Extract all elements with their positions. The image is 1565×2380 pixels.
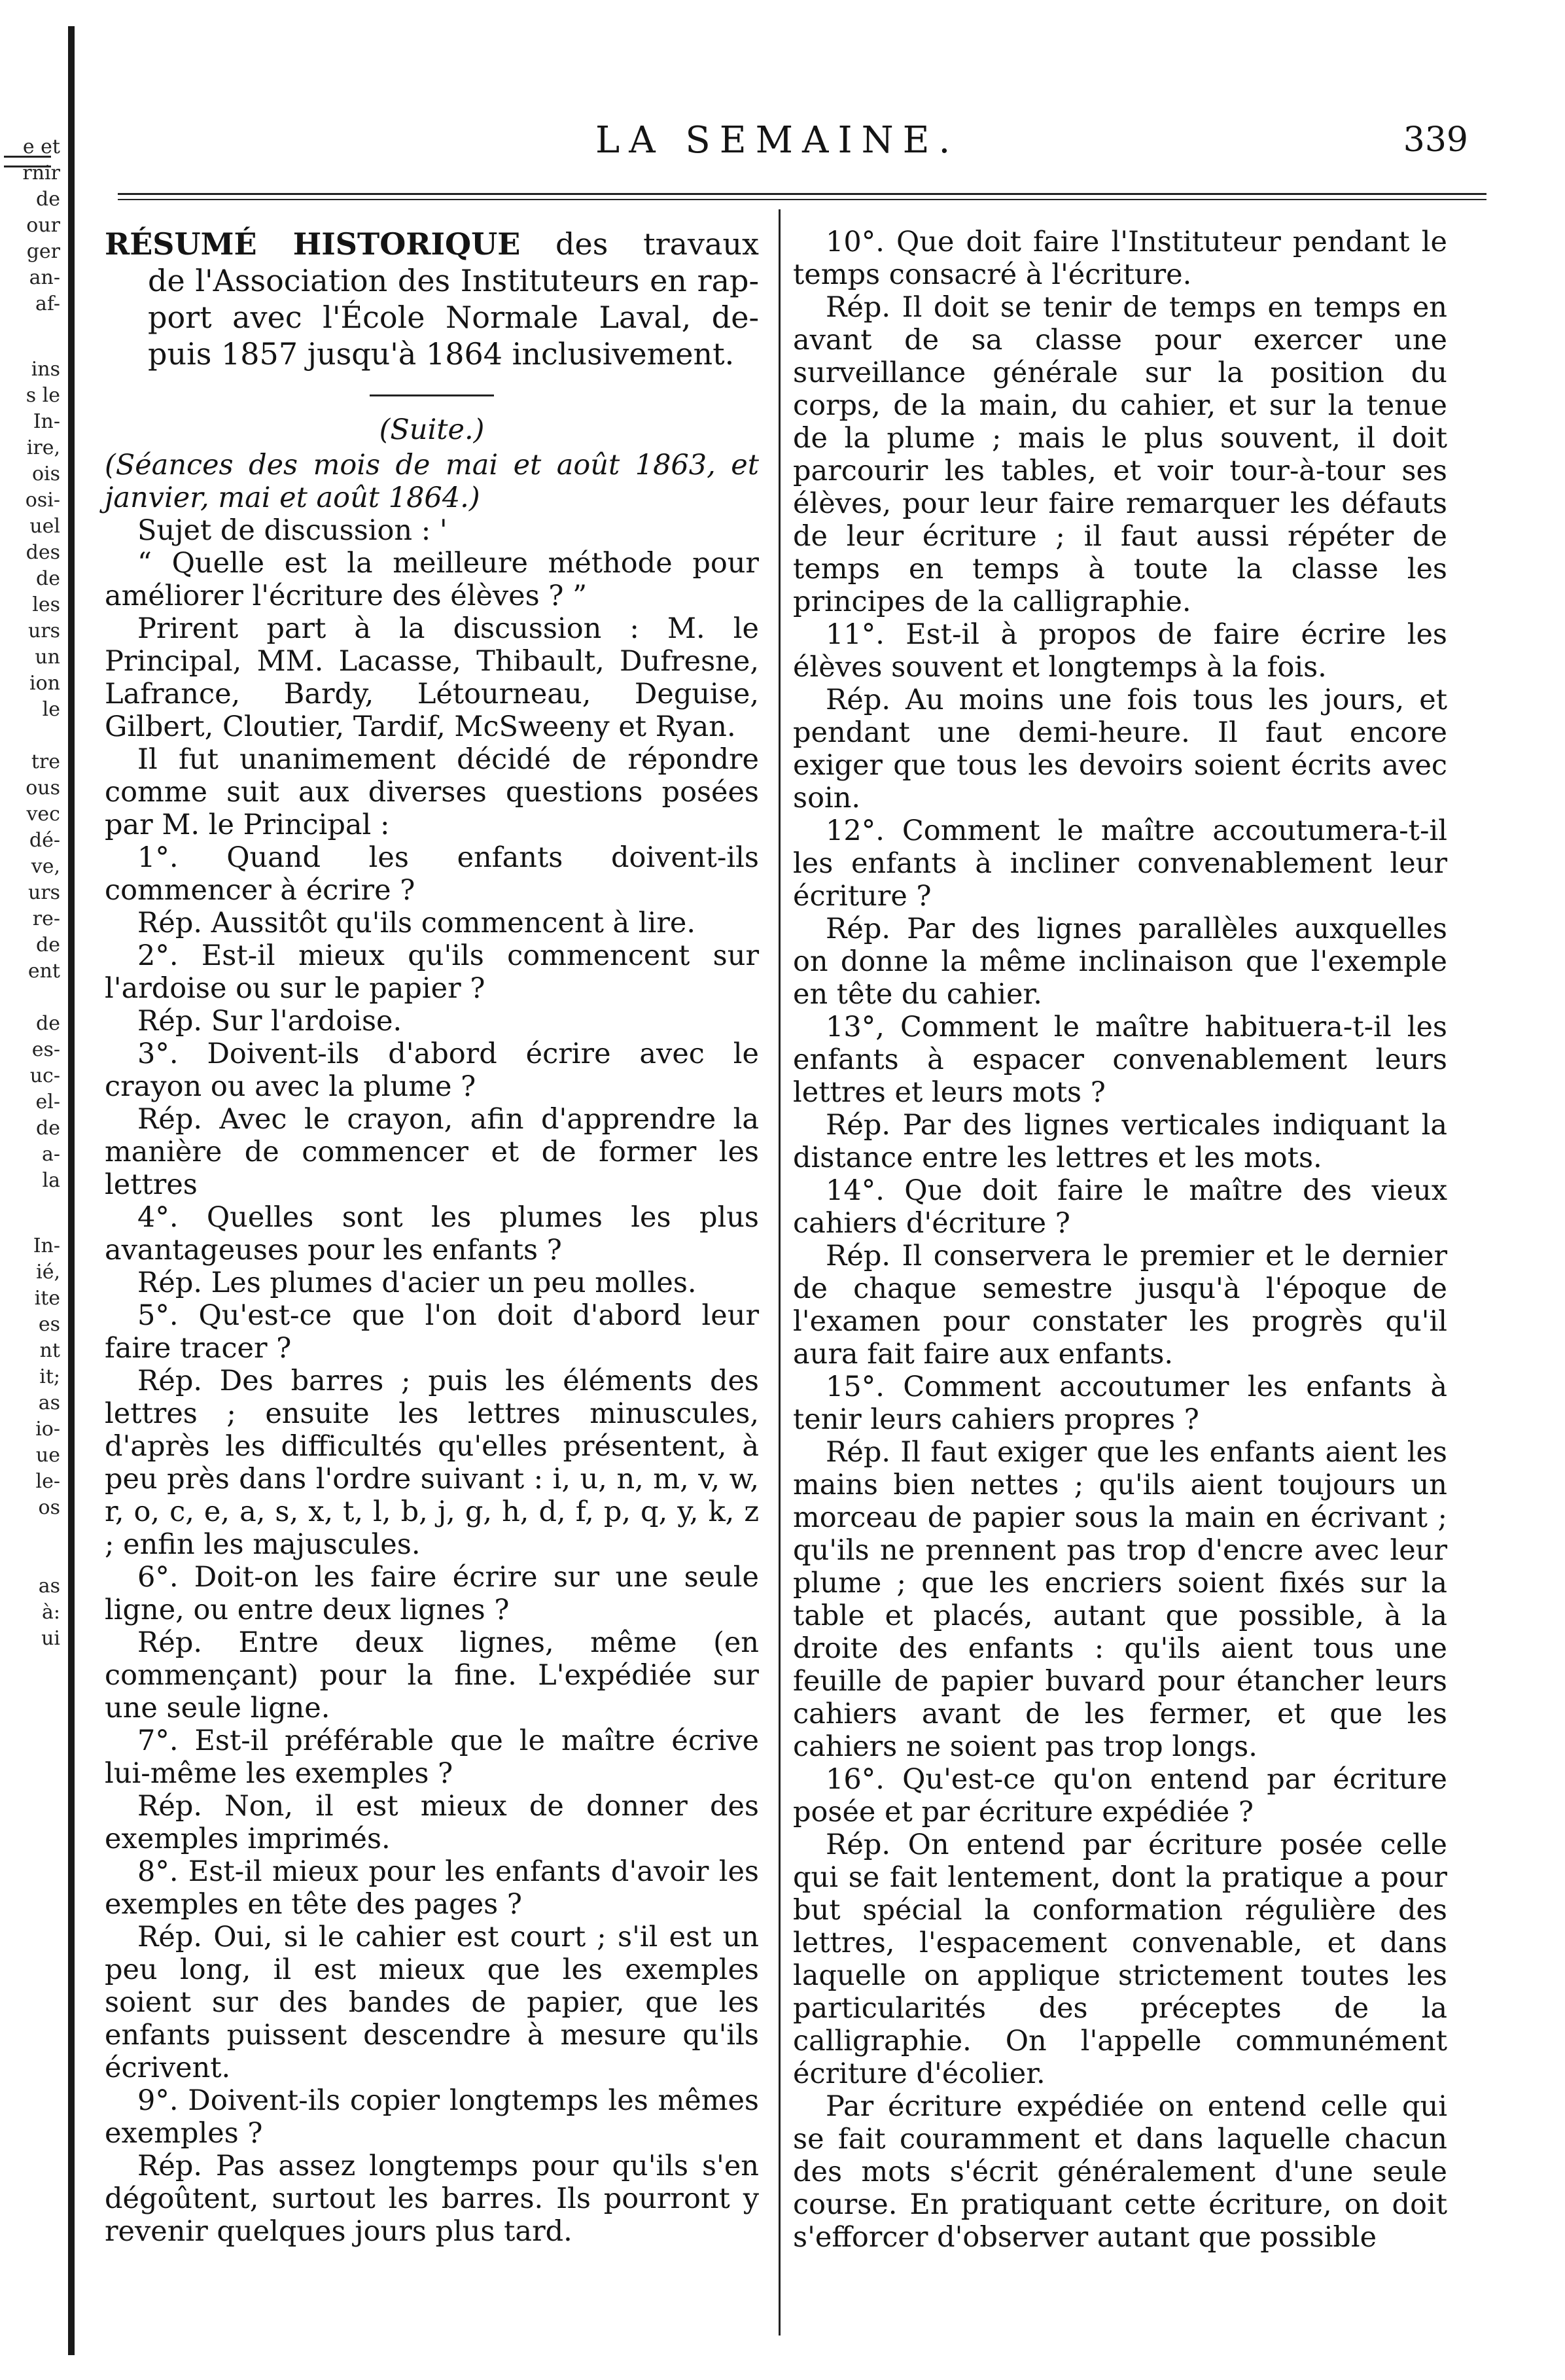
paragraph: Rép. Oui, si le cahier est court ; s'il est un peu long, il est mieux que les exemples soient sur des bandes de papier, que les enfants puissent descendre à mesure qu'ils écrivent.	[105, 1921, 759, 2084]
paragraph: Rép. Entre deux lignes, même (en commençant) pour la fine. L'expédiée sur une seule ligne.	[105, 1626, 759, 1724]
margin-fragment: ve,	[31, 855, 60, 878]
margin-fragment: dé-	[29, 829, 60, 852]
session-dates: (Séances des mois de mai et août 1863, et janvier, mai et août 1864.)	[105, 449, 759, 514]
right-column	[793, 226, 1447, 2254]
paragraph: 3°. Doivent-ils d'abord écrire avec le crayon ou avec la plume ?	[105, 1038, 759, 1103]
margin-fragment: de	[36, 567, 60, 590]
paragraph: Rép. Il conservera le premier et le dernier de chaque semestre jusqu'à l'époque de l'examen pour constater les progrès qu'il aura fait faire aux enfants.	[793, 1240, 1447, 1371]
paragraph: 1°. Quand les enfants doivent-ils commencer à écrire ?	[105, 841, 759, 907]
margin-fragment: à:	[42, 1601, 60, 1624]
margin-fragment: a-	[41, 1143, 60, 1166]
left-column	[105, 226, 759, 2248]
margin-fragment: nt	[39, 1339, 60, 1362]
paragraph: Rép. Il doit se tenir de temps en temps en avant de sa classe pour exercer une surveillance générale sur la position du corps, de la main, du cahier, et sur la tenue de la plume ; mais le plus souvent, il doit parcourir les tables, et voir tour-à-tour ses élèves, pour leur faire remarquer les défauts de leur écriture ; il faut aussi répéter de temps en temps à toute la classe les principes de la calligraphie.	[793, 291, 1447, 618]
margin-fragment: le	[42, 698, 60, 721]
paragraph: 16°. Qu'est-ce qu'on entend par écriture posée et par écriture expédiée ?	[793, 1763, 1447, 1829]
paragraph: Rép. Au moins une fois tous les jours, et pendant une demi-heure. Il faut encore exiger que tous les devoirs soient écrits avec soin.	[793, 684, 1447, 814]
title-bold: RÉSUMÉ HISTORIQUE	[105, 226, 521, 262]
margin-fragment: as	[38, 1575, 60, 1598]
paragraph: Rép. On entend par écriture posée celle qui se fait lentement, dont la pratique a pour but spécial la conformation régulière des lettres, l'espacement convenable, et dans laquelle on applique strictement toutes les particularités des préceptes de la calligraphie. On l'appelle communément écriture d'écolier.	[793, 1829, 1447, 2090]
right-paragraphs	[793, 226, 1447, 2254]
paragraph: Rép. Par des lignes parallèles auxquelles on donne la même inclinaison que l'exemple en tête du cahier.	[793, 913, 1447, 1011]
page-number: 339	[1403, 120, 1468, 160]
binding-gutter	[68, 26, 75, 2355]
margin-fragment: ite	[34, 1287, 60, 1310]
margin-fragment: ue	[35, 1444, 60, 1467]
margin-fragment: les	[32, 593, 60, 616]
paragraph: Par écriture expédiée on entend celle qui se fait couramment et dans laquelle chacun des mots s'écrit généralement d'une seule course. En pratiquant cette écriture, on doit s'efforcer d'observer autant que possible	[793, 2090, 1447, 2254]
margin-fragment: ois	[31, 463, 60, 485]
margin-fragment: an-	[29, 266, 60, 289]
paragraph: Prirent part à la discussion : M. le Principal, MM. Lacasse, Thibault, Dufresne, Lafrance, Bardy, Létourneau, Deguise, Gilbert, Cloutier, Tardif, McSweeny et Ryan.	[105, 612, 759, 743]
margin-fragment: ion	[29, 672, 60, 695]
margin-fragment: ous	[26, 777, 60, 799]
facing-page-margin	[0, 134, 63, 2345]
paragraph: 4°. Quelles sont les plumes les plus avantageuses pour les enfants ?	[105, 1201, 759, 1267]
paragraph: 7°. Est-il préférable que le maître écrive lui-même les exemples ?	[105, 1724, 759, 1790]
paragraph: 8°. Est-il mieux pour les enfants d'avoir les exemples en tête des pages ?	[105, 1855, 759, 1921]
paragraph: Rép. Des barres ; puis les éléments des lettres ; ensuite les lettres minuscules, d'après les difficultés qu'elles présentent, à peu près dans l'ordre suivant : i, u, n, m, v, w, r, o, c, e, a, s, x, t, l, b, j, g, h, d, f, p, q, y, k, z ; enfin les majuscules.	[105, 1365, 759, 1561]
margin-fragment: es	[38, 1313, 60, 1336]
margin-fragment: ent	[27, 960, 60, 983]
margin-fragment: af-	[35, 292, 60, 315]
margin-rule	[4, 156, 51, 167]
margin-fragment: uel	[29, 515, 60, 538]
title-rest: des travaux	[520, 226, 759, 262]
margin-fragment: In-	[33, 1234, 60, 1257]
margin-fragment: de	[36, 1012, 60, 1035]
margin-fragment: de	[36, 188, 60, 211]
margin-fragment: rnir	[22, 162, 60, 184]
paragraph: 5°. Qu'est-ce que l'on doit d'abord leur faire tracer ?	[105, 1299, 759, 1365]
margin-fragment: de	[36, 1117, 60, 1140]
running-title: LA SEMAINE.	[595, 119, 960, 162]
header-rule	[118, 193, 1486, 195]
margin-fragment: osi-	[25, 489, 60, 512]
margin-fragment: urs	[27, 881, 60, 904]
margin-fragment: es-	[31, 1038, 60, 1061]
margin-fragment: tre	[31, 750, 60, 773]
margin-fragment: ire,	[26, 436, 60, 459]
paragraph: 12°. Comment le maître accoutumera-t-il les enfants à incliner convenablement leur écriture ?	[793, 814, 1447, 913]
margin-fragment: os	[38, 1496, 60, 1519]
paragraph: 11°. Est-il à propos de faire écrire les élèves souvent et longtemps à la fois.	[793, 618, 1447, 684]
paragraph: Rép. Aussitôt qu'ils commencent à lire.	[137, 907, 696, 939]
margin-fragment: le-	[35, 1470, 60, 1493]
margin-fragment: vec	[26, 803, 60, 826]
paragraph: 2°. Est-il mieux qu'ils commencent sur l'ardoise ou sur le papier ?	[105, 939, 759, 1005]
suite-label: (Suite.)	[379, 413, 485, 446]
paragraph: 6°. Doit-on les faire écrire sur une seule ligne, ou entre deux lignes ?	[105, 1561, 759, 1626]
paragraph: Rép. Il faut exiger que les enfants aient les mains bien nettes ; qu'ils aient toujours un morceau de papier sous la main en écrivant ; qu'ils ne prennent pas trop d'encre avec leur plume ; que les encriers soient fixés sur la table et placés, autant que possible, à la droite des enfants : qu'ils aient tous une feuille de papier buvard pour étancher leurs cahiers avant de les fermer, et que les cahiers ne soient pas trop longs.	[793, 1436, 1447, 1763]
margin-fragment: re-	[32, 907, 60, 930]
paragraph: 10°. Que doit faire l'Instituteur pendant le temps consacré à l'écriture.	[793, 226, 1447, 291]
paragraph: Sujet de discussion : '	[137, 514, 448, 547]
margin-fragment: el-	[35, 1091, 60, 1113]
paragraph: 14°. Que doit faire le maître des vieux cahiers d'écriture ?	[793, 1174, 1447, 1240]
margin-fragment: s le	[26, 384, 60, 407]
title-line-3: port avec l'École Normale Laval, de-	[148, 300, 759, 335]
paragraph: Rép. Par des lignes verticales indiquant la distance entre les lettres et les mots.	[793, 1109, 1447, 1174]
margin-fragment: un	[35, 646, 60, 669]
margin-fragment: uc-	[29, 1064, 60, 1087]
paragraph: “ Quelle est la meilleure méthode pour améliorer l'écriture des élèves ? ”	[105, 547, 759, 612]
margin-fragment: ger	[26, 240, 60, 263]
paragraph: Rép. Non, il est mieux de donner des exemples imprimés.	[105, 1790, 759, 1855]
article-title	[105, 226, 759, 372]
margin-fragment: des	[26, 541, 60, 564]
margin-fragment: as	[38, 1391, 60, 1414]
margin-fragment: ui	[41, 1627, 60, 1650]
margin-fragment: our	[26, 214, 60, 237]
title-separator	[370, 394, 494, 396]
paragraph: Il fut unanimement décidé de répondre comme suit aux diverses questions posées par M. le Principal :	[105, 743, 759, 841]
margin-fragment: urs	[27, 620, 60, 642]
column-divider	[779, 209, 781, 2336]
margin-fragment: io-	[35, 1418, 60, 1441]
paragraph: Rép. Avec le crayon, afin d'apprendre la manière de commencer et de former les lettres	[105, 1103, 759, 1201]
margin-fragment: ié,	[36, 1261, 60, 1284]
margin-fragment: de	[36, 934, 60, 956]
title-line-2: de l'Association des Instituteurs en rap-	[148, 263, 759, 298]
paragraph: Rép. Les plumes d'acier un peu molles.	[137, 1267, 697, 1299]
title-line-4: puis 1857 jusqu'à 1864 inclusivement.	[148, 336, 735, 372]
margin-fragment: it;	[39, 1365, 60, 1388]
paragraph: Rép. Sur l'ardoise.	[137, 1005, 402, 1038]
paragraph: 13°, Comment le maître habituera-t-il les enfants à espacer convenablement leurs lettres et leurs mots ?	[793, 1011, 1447, 1109]
margin-fragment: ins	[31, 358, 60, 381]
left-paragraphs	[105, 514, 759, 2248]
margin-fragment: In-	[33, 410, 60, 433]
paragraph: 15°. Comment accoutumer les enfants à tenir leurs cahiers propres ?	[793, 1371, 1447, 1436]
margin-fragment: e et	[22, 135, 60, 158]
paragraph: Rép. Pas assez longtemps pour qu'ils s'en dégoûtent, surtout les barres. Ils pourront y revenir quelques jours plus tard.	[105, 2150, 759, 2248]
paragraph: 9°. Doivent-ils copier longtemps les mêmes exemples ?	[105, 2084, 759, 2150]
header-rule-thin	[118, 199, 1486, 200]
margin-fragment: la	[42, 1169, 60, 1192]
